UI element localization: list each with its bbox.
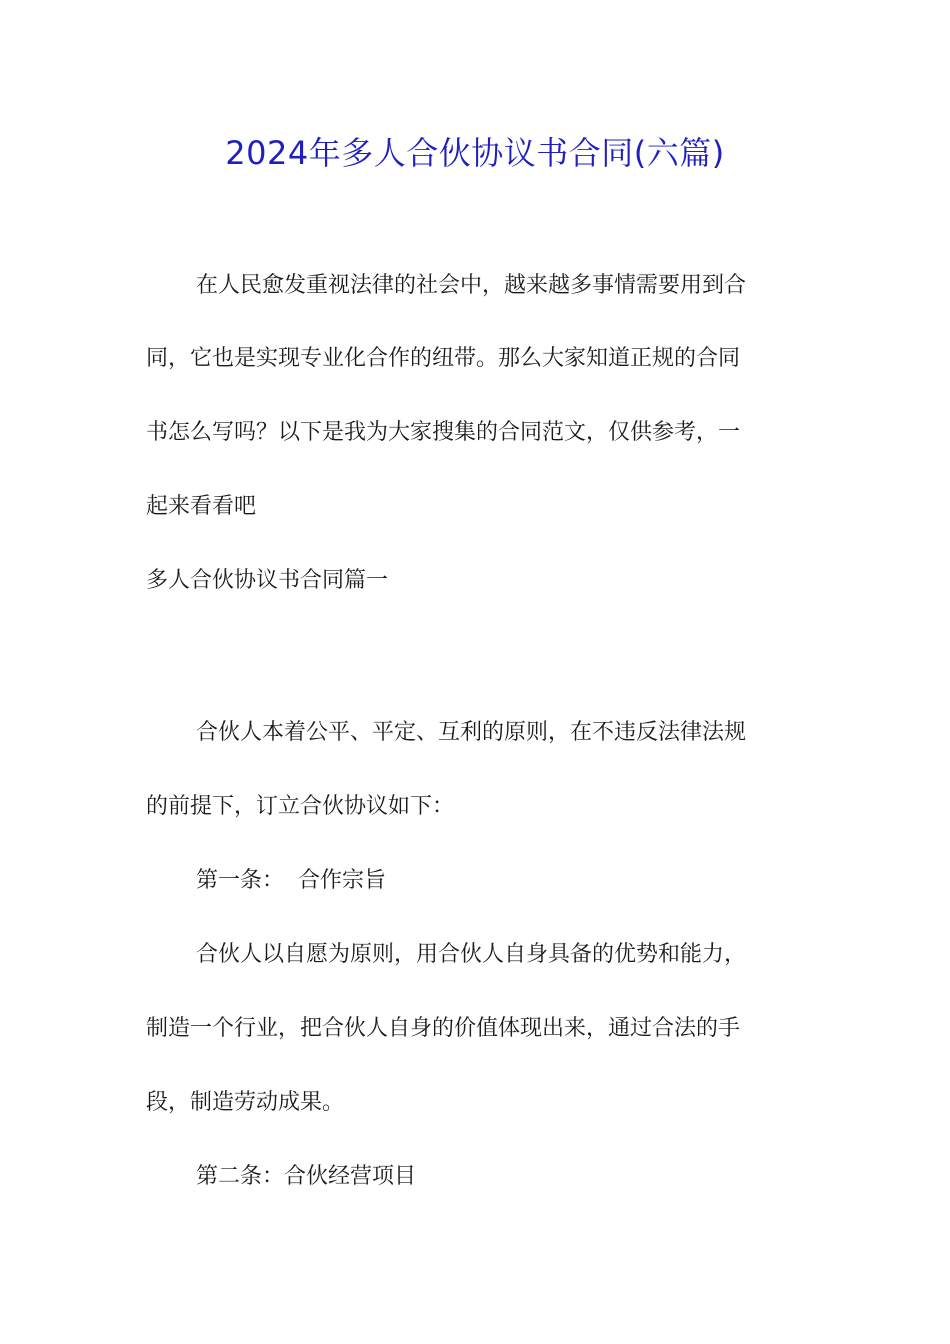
- article1-line-3: 段，制造劳动成果。: [146, 1090, 345, 1115]
- article1-heading: 第一条： 合作宗旨: [196, 868, 386, 893]
- article1-line-2: 制造一个行业，把合伙人自身的价值体现出来，通过合法的手: [146, 1016, 741, 1041]
- intro-line-2: 同，它也是实现专业化合作的纽带。那么大家知道正规的合同: [146, 346, 741, 371]
- section-heading: 多人合伙协议书合同篇一: [146, 568, 389, 593]
- article2-heading: 第二条：合伙经营项目: [196, 1164, 417, 1189]
- intro-line-1: 在人民愈发重视法律的社会中，越来越多事情需要用到合: [196, 273, 747, 298]
- preamble-line-1: 合伙人本着公平、平定、互利的原则，在不违反法律法规: [196, 720, 747, 745]
- document-title: 2024年多人合伙协议书合同(六篇): [225, 134, 725, 172]
- intro-line-4: 起来看看吧: [146, 494, 257, 519]
- article1-line-1: 合伙人以自愿为原则，用合伙人自身具备的优势和能力，: [196, 942, 747, 967]
- preamble-line-2: 的前提下，订立合伙协议如下：: [146, 794, 455, 819]
- intro-line-3: 书怎么写吗？以下是我为大家搜集的合同范文，仅供参考，一: [146, 420, 741, 445]
